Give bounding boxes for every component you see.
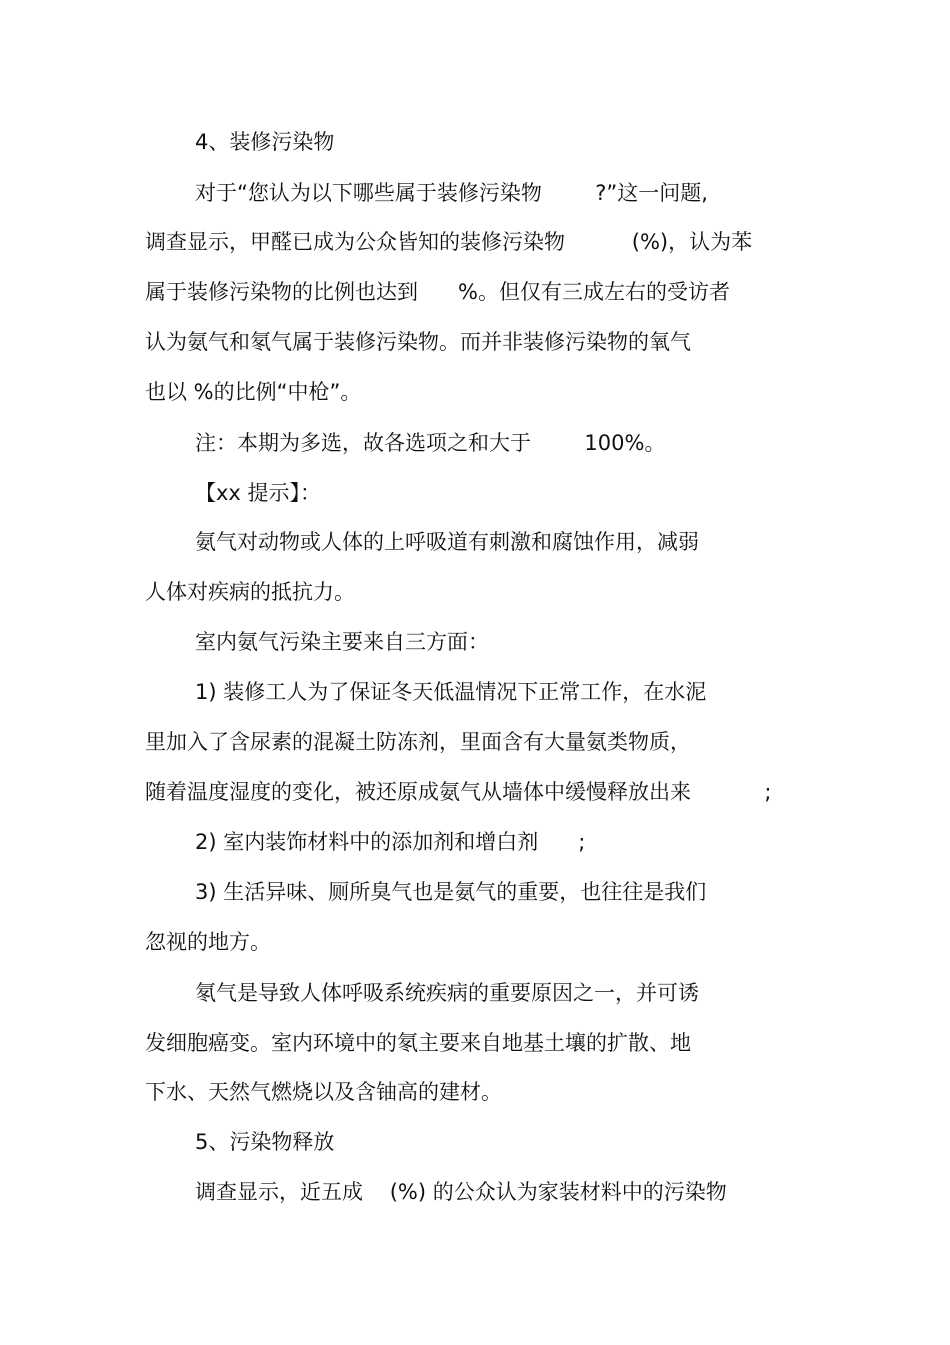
paragraph-line: 也以 %的比例“中枪”。 xyxy=(145,380,362,404)
paragraph-line: 对于“您认为以下哪些属于装修污染物 ?”这一问题, xyxy=(195,181,708,205)
list-item-2: 2) 室内装饰材料中的添加剂和增白剂 ; xyxy=(195,830,586,854)
paragraph-line: 里加入了含尿素的混凝土防冻剂，里面含有大量氨类物质， xyxy=(145,730,691,754)
paragraph-line: 人体对疾病的抵抗力。 xyxy=(145,580,355,604)
paragraph-line: 属于装修污染物的比例也达到 %。但仅有三成左右的受访者 xyxy=(145,280,731,304)
paragraph-line: 发细胞癌变。室内环境中的氡主要来自地基土壤的扩散、地 xyxy=(145,1031,691,1055)
paragraph-line: 室内氨气污染主要来自三方面： xyxy=(195,630,489,654)
list-item-3: 3) 生活异味、厕所臭气也是氨气的重要，也往往是我们 xyxy=(195,880,707,904)
paragraph-line: 氡气是导致人体呼吸系统疾病的重要原因之一，并可诱 xyxy=(195,981,699,1005)
paragraph-line: 忽视的地方。 xyxy=(145,930,271,954)
paragraph-line: 调查显示，甲醛已成为公众皆知的装修污染物 (%)，认为苯 xyxy=(145,230,753,254)
paragraph-line: 氨气对动物或人体的上呼吸道有刺激和腐蚀作用，减弱 xyxy=(195,530,699,554)
paragraph-line: 调查显示，近五成 (%) 的公众认为家装材料中的污染物 xyxy=(195,1180,727,1204)
paragraph-line: 随着温度湿度的变化，被还原成氨气从墙体中缓慢释放出来 ; xyxy=(145,780,772,804)
section-heading-5: 5、污染物释放 xyxy=(195,1130,335,1154)
note-line: 注：本期为多选，故各选项之和大于 100%。 xyxy=(195,431,666,455)
paragraph-line: 下水、天然气燃烧以及含铀高的建材。 xyxy=(145,1080,502,1104)
paragraph-line: 认为氨气和氡气属于装修污染物。而并非装修污染物的氧气 xyxy=(145,330,691,354)
section-heading-4: 4、装修污染物 xyxy=(195,130,335,154)
list-item-1: 1) 装修工人为了保证冬天低温情况下正常工作，在水泥 xyxy=(195,680,707,704)
tip-heading: 【xx 提示】： xyxy=(195,481,322,505)
